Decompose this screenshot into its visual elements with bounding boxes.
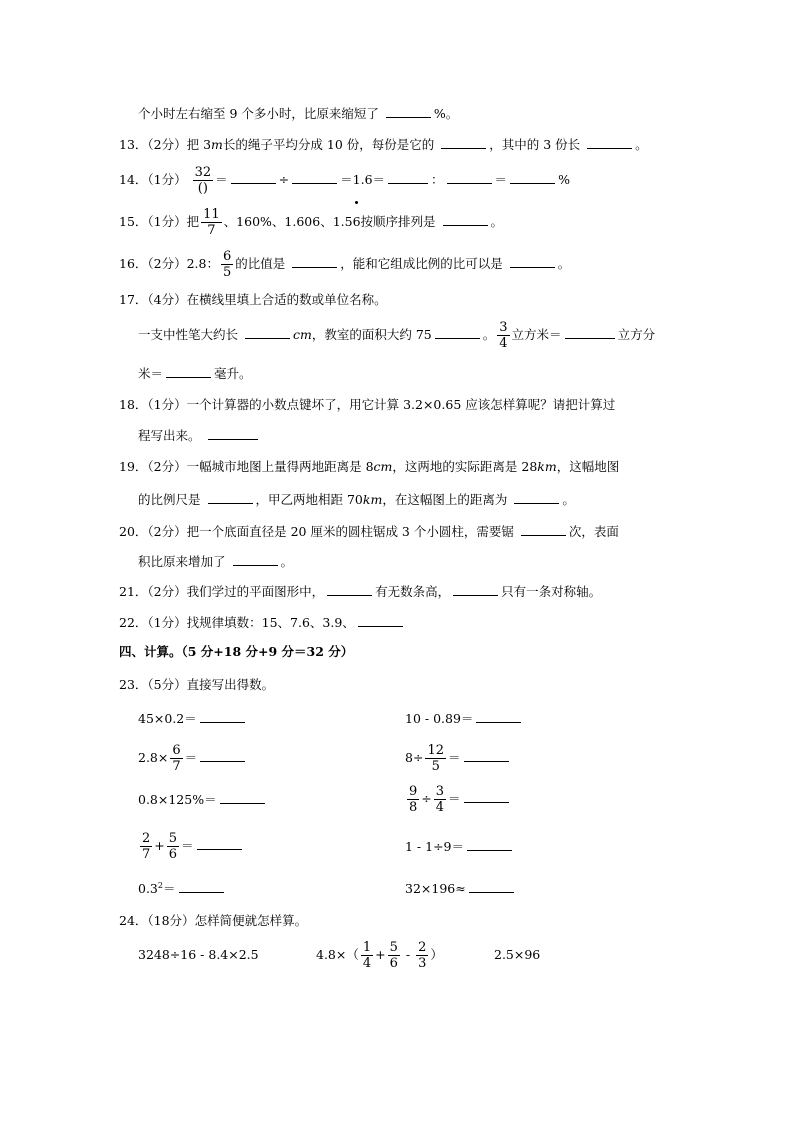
answer-blank[interactable] — [510, 254, 555, 268]
question-17-line-3: 米＝ 毫升。 — [138, 366, 252, 381]
fraction: $\frac{2}{7}$ — [142, 831, 151, 862]
answer-blank[interactable] — [327, 582, 372, 596]
question-15: 15．（1分）把 $\frac{11}{7}$ 、160%、1.606、1.56按顺序排列是 。 — [119, 207, 504, 238]
answer-blank[interactable] — [231, 170, 276, 184]
question-18-line-2: 程写出来。 — [138, 426, 261, 445]
answer-blank[interactable] — [388, 170, 428, 184]
section-heading: 四、计算。（5 分+18 分+9 分＝32 分） — [119, 644, 354, 659]
calc-item: 10 - 0.89＝ — [405, 709, 524, 728]
question-20-line-2: 积比原来增加了 。 — [138, 554, 294, 569]
fraction: $\frac{11}{7}$ — [203, 207, 220, 238]
answer-blank[interactable] — [443, 212, 488, 226]
answer-blank[interactable] — [464, 748, 509, 762]
calc-item: 8÷ $\frac{12}{5}$ ＝ — [405, 741, 512, 775]
answer-blank[interactable] — [208, 426, 258, 440]
answer-blank[interactable] — [469, 879, 514, 893]
question-21: 21．（2分）我们学过的平面图形中， 有无数条高， 只有一条对称轴。 — [119, 584, 602, 599]
question-19: 19．（2分）一幅城市地图上量得两地距离是 8cm，这两地的实际距离是 28km，这幅地图 — [119, 459, 620, 474]
question-16: 16．（2分）2.8： $\frac{6}{5}$ 的比值是 ，能和它组成比例的比可以是 。 — [119, 249, 571, 280]
answer-blank[interactable] — [453, 582, 498, 596]
answer-blank[interactable] — [464, 789, 509, 803]
answer-blank[interactable] — [292, 170, 337, 184]
question-23: 23．（5分）直接写出得数。 — [119, 677, 275, 692]
answer-blank[interactable] — [358, 613, 403, 627]
fraction: $\frac{5}{6}$ — [389, 940, 398, 971]
answer-blank[interactable] — [245, 325, 290, 339]
answer-blank[interactable] — [200, 748, 245, 762]
answer-blank[interactable] — [197, 836, 242, 850]
question-17-line-2: 一支中性笔大约长 cm，教室的面积大约 75 。 $\frac{3}{4}$ 立方米＝ 立方分 — [138, 320, 656, 351]
fraction: $\frac{2}{3}$ — [418, 940, 427, 971]
answer-blank[interactable] — [208, 490, 253, 504]
question-22: 22．（1分）找规律填数：15、7.6、3.9、 — [119, 613, 406, 632]
answer-blank[interactable] — [441, 135, 486, 149]
answer-blank[interactable] — [233, 552, 278, 566]
question-14: 14．（1分） $\frac{32}{()}$ ＝ ÷ ＝1.6＝ ： ＝ % — [119, 165, 570, 196]
answer-blank[interactable] — [200, 709, 245, 723]
answer-blank[interactable] — [386, 104, 431, 118]
calc-item: 2.5×96 — [494, 947, 541, 962]
q12-line: 个小时左右缩至 9 个多小时，比原来缩短了 %。 — [138, 106, 459, 121]
fraction: $\frac{6}{7}$ — [172, 743, 181, 774]
question-24: 24．（18分）怎样简便就怎样算。 — [119, 913, 308, 928]
fraction: $\frac{3}{4}$ — [435, 784, 445, 815]
answer-blank[interactable] — [510, 170, 555, 184]
question-18: 18．（1分）一个计算器的小数点键坏了，用它计算 3.2×0.65 应该怎样算呢？请把计算过 — [119, 397, 616, 412]
answer-blank[interactable] — [166, 364, 211, 378]
calc-item: 32×196≈ — [405, 879, 517, 898]
calc-item: $\frac{9}{8}$ ÷ $\frac{3}{4}$ ＝ — [405, 782, 512, 816]
answer-blank[interactable] — [447, 170, 492, 184]
repeating-digit: 6 — [353, 205, 361, 239]
calc-item: 3248÷16 - 8.4×2.5 — [138, 947, 259, 962]
calc-item: $0.3^2=$ — [138, 879, 227, 898]
answer-blank[interactable] — [476, 709, 521, 723]
fraction: $\frac{5}{6}$ — [168, 831, 178, 862]
calc-item: 45×0.2＝ — [138, 709, 248, 728]
answer-blank[interactable] — [565, 325, 615, 339]
answer-blank[interactable] — [521, 522, 566, 536]
fraction: $\frac{12}{5}$ — [427, 743, 444, 774]
fraction: $\frac{1}{4}$ — [362, 940, 372, 971]
calc-item: $\frac{2}{7}$ + $\frac{5}{6}$ ＝ — [138, 829, 245, 863]
question-20: 20．（2分）把一个底面直径是 20 厘米的圆柱锯成 3 个小圆柱，需要锯 次，表面 — [119, 524, 619, 539]
calc-item: 2.8× $\frac{6}{7}$ ＝ — [138, 741, 248, 775]
answer-blank[interactable] — [514, 490, 559, 504]
answer-blank[interactable] — [435, 325, 480, 339]
fraction: $\frac{3}{4}$ — [499, 320, 508, 351]
answer-blank[interactable] — [467, 837, 512, 851]
question-17: 17．（4分）在横线里填上合适的数或单位名称。 — [119, 292, 387, 307]
answer-blank[interactable] — [179, 879, 224, 893]
calc-item: 4.8×（ $\frac{1}{4}$ + $\frac{5}{6}$ - $\frac{2}{3}$ ） — [316, 940, 443, 971]
calc-item: 1 - 1÷9＝ — [405, 837, 515, 856]
question-19-line-2: 的比例尺是 ，甲乙两地相距 70km，在这幅图上的距离为 。 — [138, 492, 575, 507]
answer-blank[interactable] — [292, 254, 337, 268]
fraction: $\frac{32}{()}$ — [194, 165, 212, 196]
question-13: 13．（2分）把 3m长的绳子平均分成 10 份，每份是它的 ，其中的 3 份长 。 — [119, 137, 648, 152]
fraction: $\frac{9}{8}$ — [409, 784, 418, 815]
answer-blank[interactable] — [220, 790, 265, 804]
answer-blank[interactable] — [587, 135, 632, 149]
fraction: $\frac{6}{5}$ — [223, 249, 232, 280]
calc-item: 0.8×125%＝ — [138, 790, 268, 809]
